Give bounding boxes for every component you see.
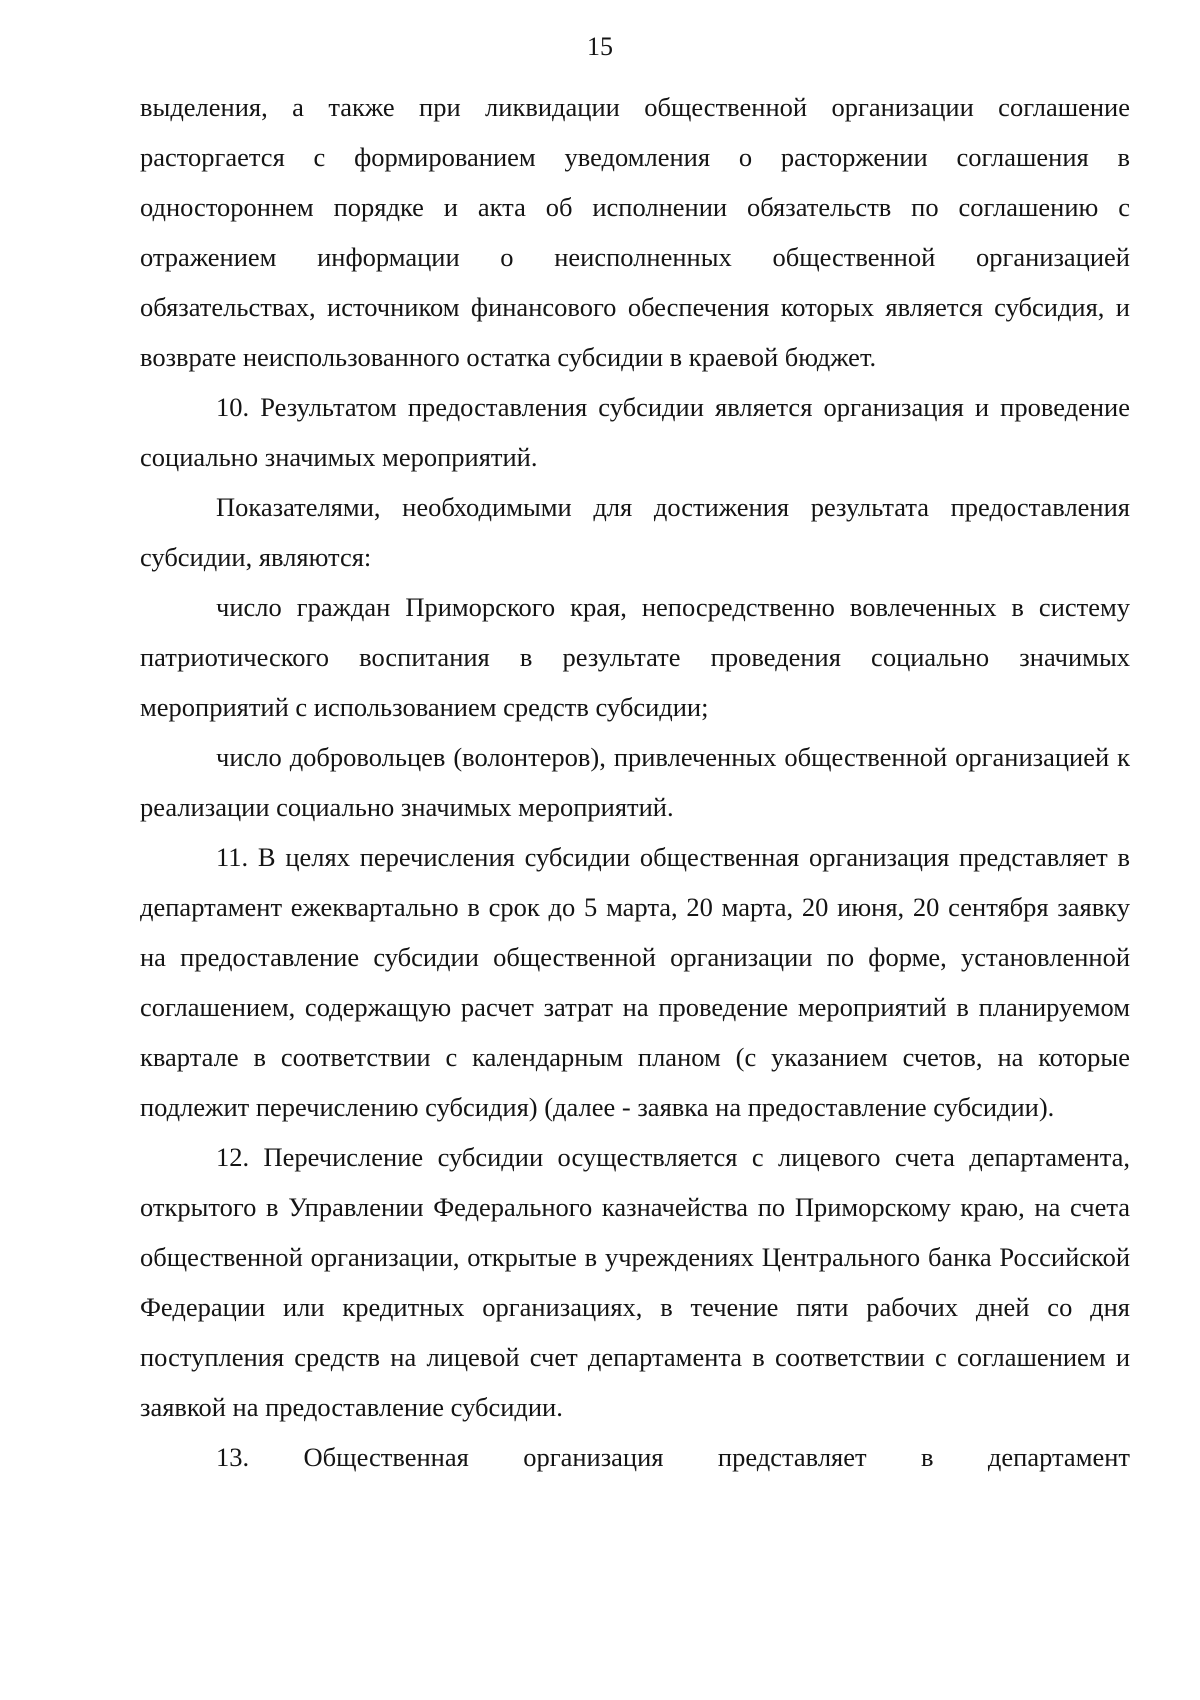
paragraph-10: 10. Результатом предоставления субсидии является организация и проведение социально значимых мероприятий.	[140, 392, 1130, 472]
document-body	[140, 82, 1130, 1482]
paragraph-indicators: Показателями, необходимыми для достижения результата предоставления субсидии, являются:	[140, 492, 1130, 572]
paragraph-11: 11. В целях перечисления субсидии общественная организация представляет в департамент ежеквартально в срок до 5 марта, 20 марта, 20 июня, 20 сентября заявку на предоставление субсидии общественной организации по форме, установленной соглашением, содержащую расчет затрат на проведение мероприятий в планируемом квартале в соответствии с календарным планом (с указанием счетов, на которые подлежит перечислению субсидия) (далее - заявка на предоставление субсидии).	[140, 842, 1130, 1122]
paragraph-12: 12. Перечисление субсидии осуществляется с лицевого счета департамента, открытого в Управлении Федерального казначейства по Приморскому краю, на счета общественной организации, открытые в учреждениях Центрального банка Российской Федерации или кредитных организациях, в течение пяти рабочих дней со дня поступления средств на лицевой счет департамента в соответствии с соглашением и заявкой на предоставление субсидии.	[140, 1142, 1130, 1422]
paragraph-indicator-volunteers: число добровольцев (волонтеров), привлеченных общественной организацией к реализации социально значимых мероприятий.	[140, 742, 1130, 822]
paragraph-continuation: выделения, а также при ликвидации общественной организации соглашение расторгается с формированием уведомления о расторжении соглашения в одностороннем порядке и акта об исполнении обязательств по соглашению с отражением информации о неисполненных общественной организацией обязательствах, источником финансового обеспечения которых является субсидия, и возврате неиспользованного остатка субсидии в краевой бюджет.	[140, 92, 1130, 372]
page-number: 15	[587, 32, 613, 61]
paragraph-13: 13. Общественная организация представляет в департамент	[216, 1442, 1130, 1472]
paragraph-indicator-citizens: число граждан Приморского края, непосредственно вовлеченных в систему патриотического воспитания в результате проведения социально значимых мероприятий с использованием средств субсидии;	[140, 592, 1130, 722]
